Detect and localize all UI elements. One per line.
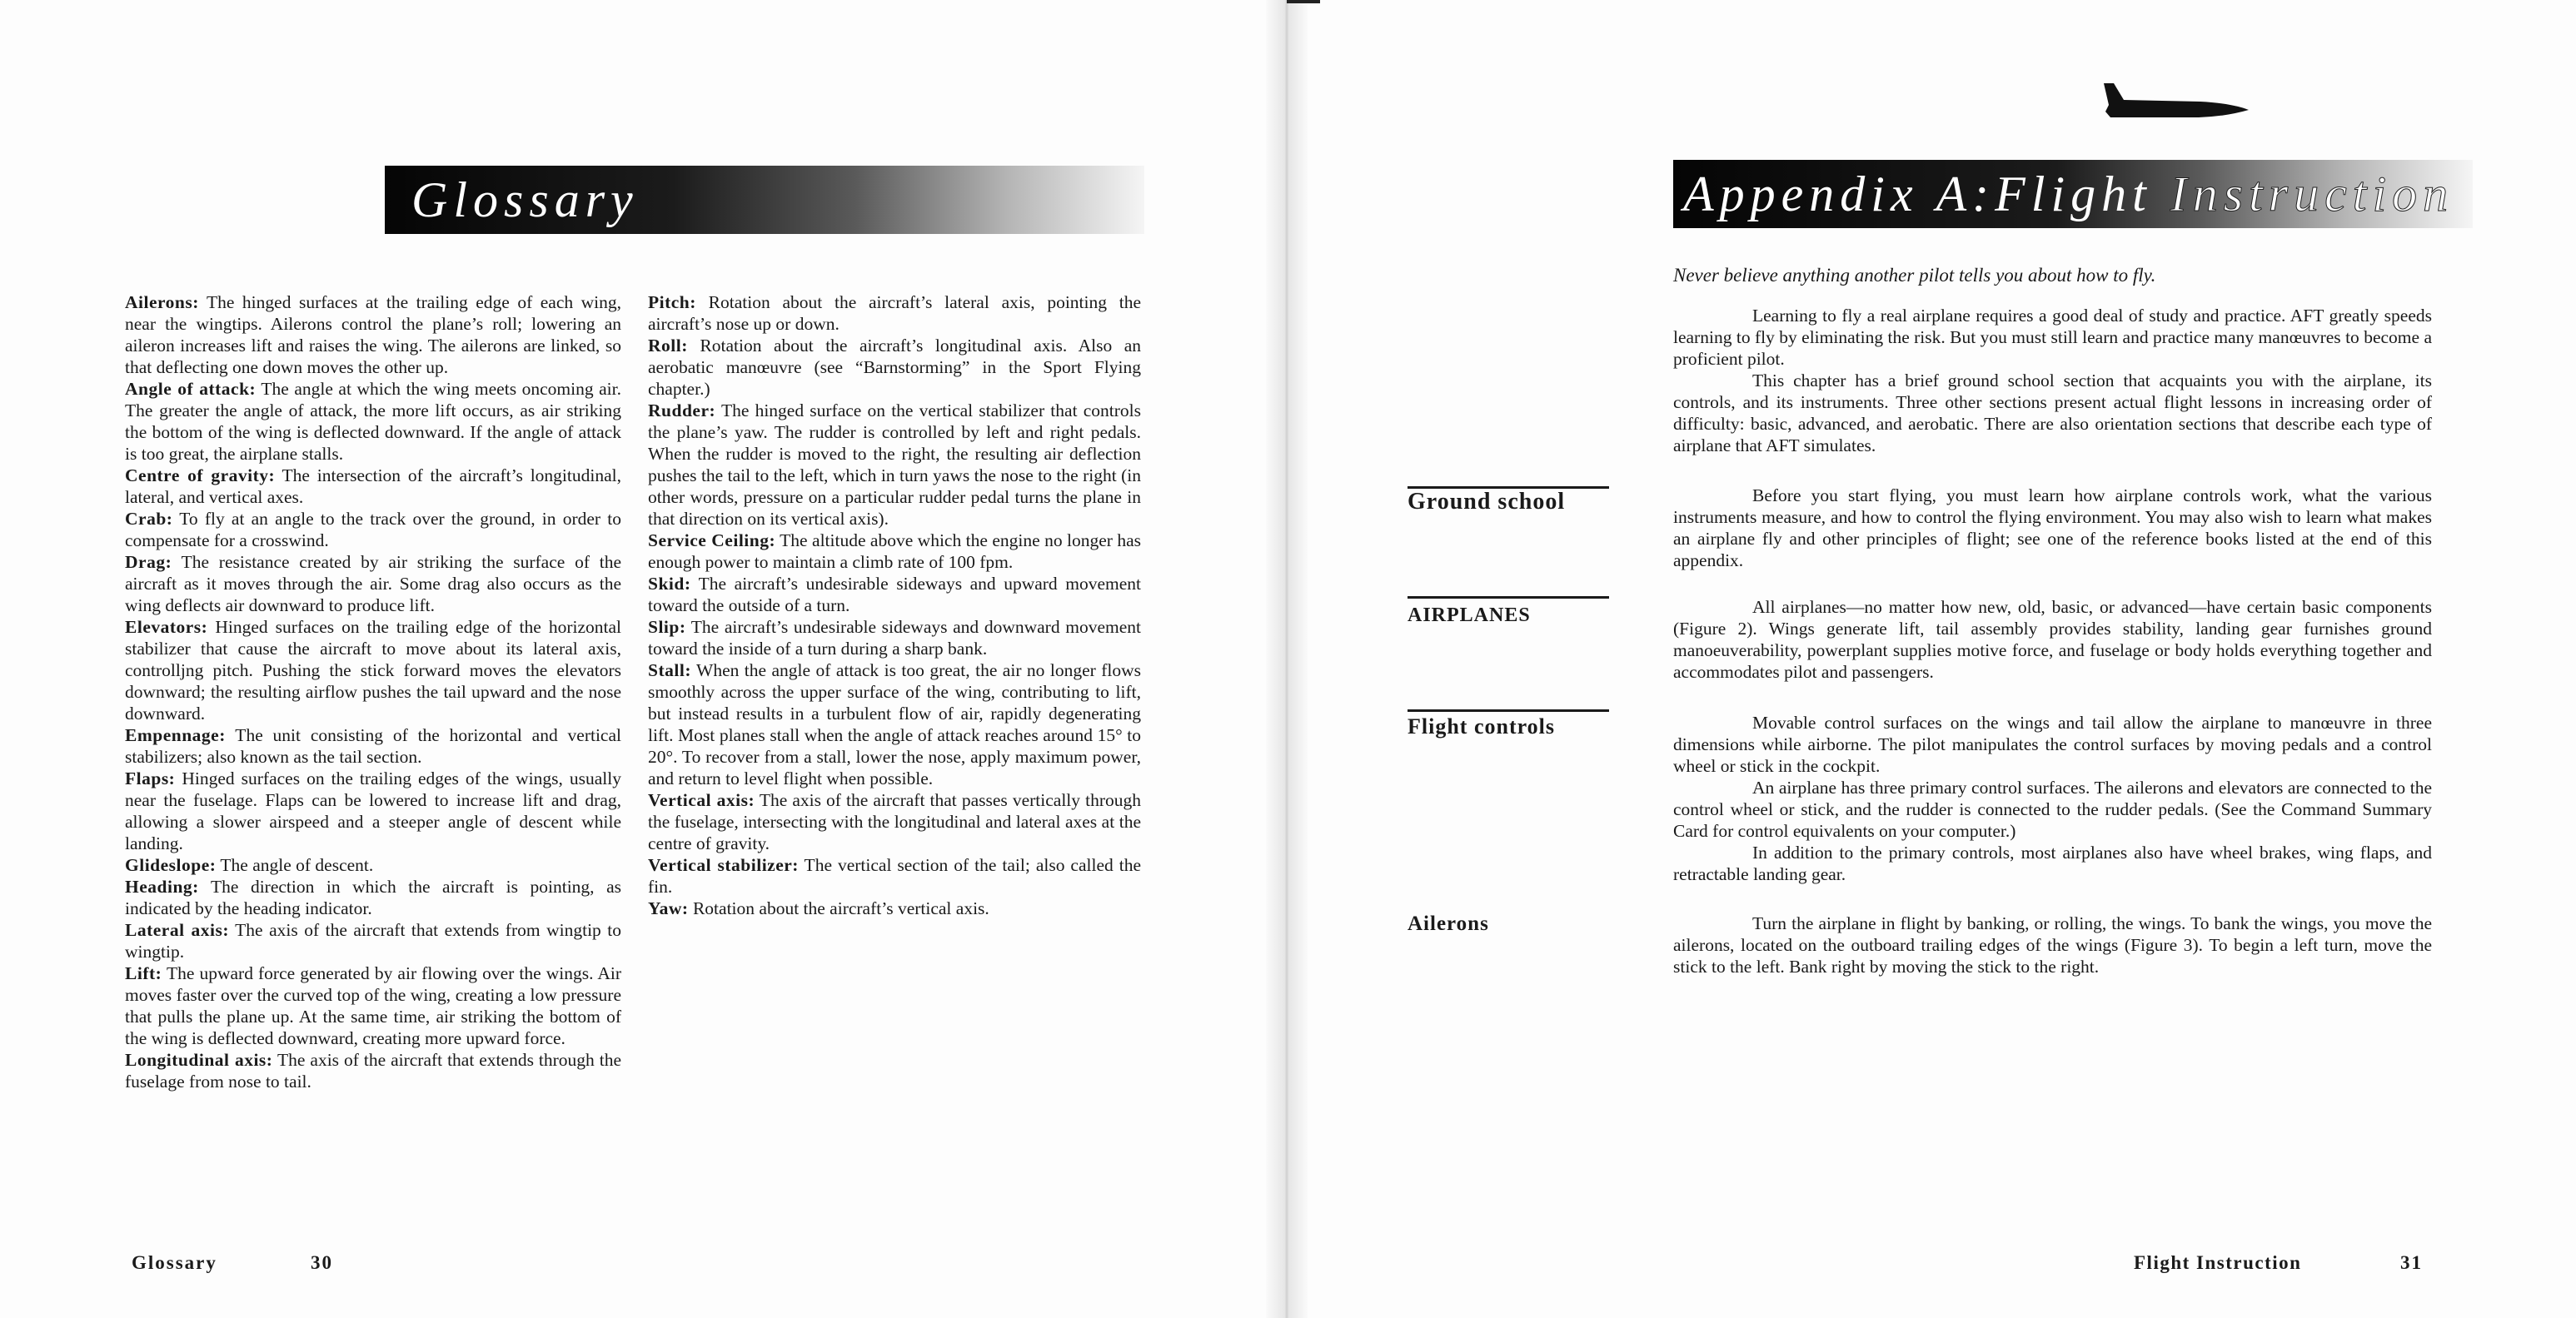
glossary-entry: [648, 616, 1141, 659]
right-page-number: 31: [2400, 1252, 2423, 1273]
glossary-entry: [125, 1049, 621, 1092]
glossary-term: Ailerons:: [125, 292, 199, 312]
glossary-entry: [125, 465, 621, 508]
paragraph: Turn the airplane in flight by banking, or rolling, the wings. To bank the wings, you move the ailerons, located on the outboard trailing edges of the wings (Figure 3). To begin a left turn, move the stick to the left. Bank right by moving the stick to the right.: [1673, 913, 2432, 977]
glossary-definition: Rotation about the aircraft’s lateral axis, pointing the aircraft’s nose up or down.: [648, 292, 1141, 334]
glossary-term: Glideslope:: [125, 855, 217, 875]
glossary-entry: [125, 508, 621, 551]
glossary-entry: [125, 378, 621, 465]
glossary-definition: Rotation about the aircraft’s vertical axis.: [688, 898, 989, 918]
appendix-title-end: Instruction: [2170, 167, 2454, 221]
appendix-title: Appendix A:Flight: [1683, 167, 2170, 221]
intro-text: [1673, 305, 2432, 456]
section-text-airplanes: [1673, 596, 2432, 683]
book-gutter: [1266, 0, 1308, 1318]
glossary-entry: [125, 919, 621, 962]
glossary-definition: The direction in which the aircraft is pointing, as indicated by the heading indicator.: [125, 877, 621, 918]
glossary-definition: The hinged surfaces at the trailing edge of each wing, near the wingtips. Ailerons control the plane’s roll; lowering an aileron increases lift and raises the wing. The ailerons are linked, so that deflecting one down moves the other up.: [125, 292, 621, 377]
glossary-entry: [648, 530, 1141, 573]
glossary-term: Crab:: [125, 509, 173, 529]
glossary-definition: Rotation about the aircraft’s longitudinal axis. Also an aerobatic manœuvre (see “Barnstorming” in the Sport Flying chapter.): [648, 336, 1141, 399]
section-heading-ailerons: Ailerons: [1408, 913, 1489, 935]
glossary-definition: The aircraft’s undesirable sideways and upward movement toward the outside of a turn.: [648, 574, 1141, 615]
epigraph: Never believe anything another pilot tells you about how to fly.: [1673, 265, 2156, 286]
glossary-definition: The intersection of the aircraft’s longitudinal, lateral, and vertical axes.: [125, 465, 621, 507]
glossary-term: Elevators:: [125, 617, 208, 637]
glossary-entry: [125, 876, 621, 919]
section-text-flight-controls: [1673, 712, 2432, 885]
appendix-title-banner: [1673, 160, 2473, 228]
glossary-definition: The vertical section of the tail; also called the fin.: [648, 855, 1142, 897]
glossary-term: Stall:: [648, 660, 691, 680]
glossary-term: Rudder:: [648, 400, 716, 420]
glossary-term: Roll:: [648, 336, 688, 356]
glossary-entry: [125, 551, 621, 616]
glossary-definition: The upward force generated by air flowing over the wings. Air moves faster over the curved top of the wing, creating a low pressure that pulls the plane up. At the same time, air striking the bottom of the wing is deflected downward, creating more upward force.: [125, 963, 621, 1048]
glossary-term: Empennage:: [125, 725, 226, 745]
glossary-definition: Hinged surfaces on the trailing edge of the horizontal stabilizer that cause the aircraft to move about its lateral axis, controlljng pitch. Pushing the stick forward moves the elevators downward; the resulting airflow pushes the tail upward and the nose downward.: [125, 617, 621, 724]
page-edge-shadow: [1287, 0, 1320, 3]
section-text-ground-school: [1673, 485, 2432, 571]
paragraph: This chapter has a brief ground school section that acquaints you with the airplane, its controls, and its instruments. Three other sections present actual flight lessons in increasing order of difficulty: basic, advanced, and aerobatic. There are also orientation sections that describe each type of airplane that AFT simulates.: [1673, 371, 2432, 455]
glossary-title-banner: [385, 166, 1144, 234]
glossary-title: Glossary: [411, 172, 639, 227]
glossary-term: Yaw:: [648, 898, 689, 918]
glossary-entry: [648, 573, 1141, 616]
glossary-term: Pitch:: [648, 292, 696, 312]
glossary-term: Vertical axis:: [648, 790, 755, 810]
glossary-column-1: [125, 291, 621, 1092]
section-heading-flight-controls: Flight controls: [1408, 714, 1556, 739]
section-heading-airplanes: AIRPLANES: [1408, 604, 1531, 626]
glossary-entry: [648, 789, 1141, 854]
section-rule: [1408, 596, 1609, 599]
paragraph: Before you start flying, you must learn how airplane controls work, what the various instruments measure, and how to control the flying environment. You may also wish to learn what makes an airplane fly and other principles of flight; see one of the reference books listed at the end of this appendix.: [1673, 485, 2432, 570]
glossary-term: Lift:: [125, 963, 162, 983]
glossary-definition: When the angle of attack is too great, the air no longer flows smoothly across the upper surface of the wing, contributing to lift, but instead results in a turbulent flow of air, rapidly degenerating lift. Most planes stall when the angle of attack reaches around 15° to 20°. To recover from a stall, lower the nose, apply maximum power, and return to level flight when possible.: [648, 660, 1141, 788]
glossary-term: Vertical stabilizer:: [648, 855, 799, 875]
glossary-term: Drag:: [125, 552, 172, 572]
paragraph: An airplane has three primary control surfaces. The ailerons and elevators are connected to the control wheel or stick, and the rudder is connected to the rudder pedals. (See the Command Summary Card for control equivalents on your computer.): [1673, 778, 2432, 841]
paragraph: In addition to the primary controls, most airplanes also have wheel brakes, wing flaps, and retractable landing gear.: [1673, 843, 2432, 884]
glossary-column-2: [648, 291, 1141, 919]
airplane-silhouette-icon: [2100, 80, 2250, 127]
glossary-term: Slip:: [648, 617, 686, 637]
glossary-entry: [648, 400, 1141, 530]
glossary-definition: The angle of descent.: [216, 855, 374, 875]
glossary-term: Longitudinal axis:: [125, 1050, 273, 1070]
glossary-definition: The hinged surface on the vertical stabilizer that controls the plane’s yaw. The rudder is controlled by left and right pedals. When the rudder is moved to the right, the resulting air deflection pushes the tail to the left, which in turn yaws the nose to the right (in other words, pressure on a particular rudder pedal turns the plane in that direction on its vertical axis).: [648, 400, 1141, 529]
right-footer-label: Flight Instruction: [2134, 1252, 2302, 1273]
glossary-entry: [648, 898, 1141, 919]
glossary-entry: [648, 854, 1141, 898]
glossary-definition: The resistance created by air striking the surface of the aircraft as it moves through the air. Some drag also occurs as the wing deflects air downward to produce lift.: [125, 552, 621, 615]
glossary-definition: The axis of the aircraft that extends through the fuselage from nose to tail.: [125, 1050, 621, 1092]
glossary-definition: The unit consisting of the horizontal and vertical stabilizers; also known as the tail section.: [125, 725, 621, 767]
glossary-definition: To fly at an angle to the track over the ground, in order to compensate for a crosswind.: [125, 509, 621, 550]
paragraph: All airplanes—no matter how new, old, basic, or advanced—have certain basic components (Figure 2). Wings generate lift, tail assembly provides stability, landing gear furnishes ground manoeuverability, powerplant supplies motive force, and fuselage or body holds everything together and accommodates pilot and passengers.: [1673, 597, 2432, 682]
glossary-definition: The angle at which the wing meets oncoming air. The greater the angle of attack, the more lift occurs, as air striking the bottom of the wing is deflected downward. If the angle of attack is too great, the airplane stalls.: [125, 379, 621, 464]
section-heading-ground-school: Ground school: [1408, 489, 1566, 515]
glossary-entry: [648, 291, 1141, 335]
glossary-entry: [125, 616, 621, 724]
left-footer-label: Glossary: [132, 1252, 217, 1273]
section-text-ailerons: [1673, 913, 2432, 977]
glossary-term: Lateral axis:: [125, 920, 230, 940]
glossary-definition: The axis of the aircraft that extends from wingtip to wingtip.: [125, 920, 622, 962]
glossary-term: Heading:: [125, 877, 199, 897]
paragraph: Learning to fly a real airplane requires a good deal of study and practice. AFT greatly speeds learning to fly by eliminating the risk. But you must still learn and practice many manœuvres to become a proficient pilot.: [1673, 306, 2432, 369]
left-page-number: 30: [311, 1252, 333, 1273]
glossary-entry: [648, 659, 1141, 789]
glossary-definition: The altitude above which the engine no longer has enough power to maintain a climb rate of 100 fpm.: [648, 530, 1141, 572]
glossary-term: Angle of attack:: [125, 379, 257, 399]
glossary-entry: [648, 335, 1141, 400]
glossary-entry: [125, 962, 621, 1049]
glossary-definition: The aircraft’s undesirable sideways and downward movement toward the inside of a turn during a sharp bank.: [648, 617, 1141, 659]
glossary-term: Flaps:: [125, 768, 176, 788]
glossary-term: Service Ceiling:: [648, 530, 776, 550]
paragraph: Movable control surfaces on the wings and tail allow the airplane to manœuvre in three dimensions while airborne. The pilot manipulates the control surfaces by moving pedals and a control wheel or stick in the cockpit.: [1673, 713, 2432, 776]
glossary-term: Centre of gravity:: [125, 465, 276, 485]
glossary-entry: [125, 854, 621, 876]
glossary-entry: [125, 724, 621, 768]
glossary-term: Skid:: [648, 574, 691, 594]
glossary-definition: The axis of the aircraft that passes vertically through the fuselage, intersecting with the longitudinal and lateral axes at the centre of gravity.: [648, 790, 1141, 853]
glossary-definition: Hinged surfaces on the trailing edges of the wings, usually near the fuselage. Flaps can be lowered to increase lift and drag, allowing a slower airspeed and a steeper angle of descent while landing.: [125, 768, 621, 853]
glossary-entry: [125, 291, 621, 378]
section-rule: [1408, 709, 1609, 712]
glossary-entry: [125, 768, 621, 854]
